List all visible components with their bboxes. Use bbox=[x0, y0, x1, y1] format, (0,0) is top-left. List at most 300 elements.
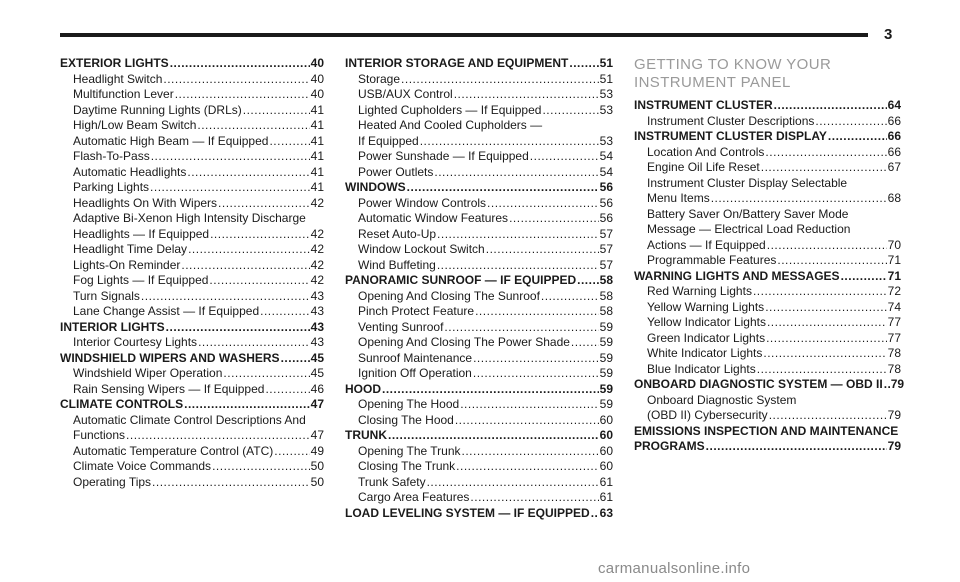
toc-entry-title: Automatic Temperature Control (ATC) bbox=[73, 443, 274, 458]
toc-subsection-entry[interactable] bbox=[634, 160, 901, 176]
toc-page-number: 78 bbox=[887, 361, 901, 376]
toc-page-number: 41 bbox=[310, 102, 324, 117]
toc-entry-title: Trunk Safety bbox=[358, 474, 426, 489]
toc-entry-title: USB/AUX Control bbox=[358, 87, 453, 101]
toc-page-number: 72 bbox=[887, 284, 901, 298]
toc-entry-title: Cargo Area Features bbox=[358, 490, 470, 504]
toc-section-entry[interactable] bbox=[60, 351, 324, 367]
toc-entry-title: Multifunction Lever bbox=[73, 87, 174, 101]
toc-subsection-entry[interactable] bbox=[634, 284, 901, 300]
toc-page-number: 60 bbox=[599, 412, 613, 427]
toc-subsection-entry[interactable] bbox=[345, 459, 613, 475]
toc-subsection-entry[interactable] bbox=[345, 304, 613, 320]
toc-subsection-entry[interactable] bbox=[345, 258, 613, 274]
dot-leader bbox=[753, 284, 887, 300]
dot-leader bbox=[769, 408, 887, 424]
toc-entry-title: Lane Change Assist — If Equipped bbox=[73, 304, 260, 318]
toc-entry-last-line bbox=[358, 351, 613, 367]
toc-page-number: 59 bbox=[599, 350, 613, 365]
dot-leader bbox=[420, 134, 599, 150]
toc-entry-title: Engine Oil Life Reset bbox=[647, 160, 760, 174]
dot-leader bbox=[542, 103, 598, 119]
dot-leader bbox=[197, 118, 309, 134]
toc-subsection-entry[interactable] bbox=[345, 227, 613, 243]
toc-subsection-entry[interactable] bbox=[345, 289, 613, 305]
toc-page-number: 53 bbox=[599, 87, 613, 101]
toc-section-entry[interactable] bbox=[634, 424, 901, 455]
toc-subsection-entry[interactable] bbox=[345, 444, 613, 460]
toc-page-number: 64 bbox=[887, 98, 901, 112]
toc-entry-last-line bbox=[73, 444, 324, 460]
toc-page-number: 79 bbox=[887, 408, 901, 422]
toc-entry-title-line: Instrument Cluster Display Selectable bbox=[647, 175, 848, 190]
toc-subsection-entry[interactable] bbox=[634, 331, 901, 347]
dot-leader bbox=[175, 87, 310, 103]
toc-subsection-entry[interactable] bbox=[60, 118, 324, 134]
toc-entry-title: Pinch Protect Feature bbox=[358, 304, 475, 318]
toc-subsection-entry[interactable] bbox=[634, 114, 901, 130]
toc-page-number: 56 bbox=[599, 180, 613, 194]
toc-entry-title: Menu Items bbox=[647, 191, 710, 205]
toc-subsection-entry[interactable] bbox=[345, 351, 613, 367]
toc-page-number: 46 bbox=[310, 381, 324, 396]
toc-entry-title: High/Low Beam Switch bbox=[73, 118, 197, 132]
dot-leader bbox=[530, 149, 599, 165]
toc-entry-last-line bbox=[647, 145, 901, 161]
toc-entry-title: HOOD bbox=[345, 381, 381, 396]
toc-entry-last-line bbox=[358, 242, 613, 258]
dot-leader bbox=[281, 351, 310, 367]
toc-subsection-entry[interactable] bbox=[345, 211, 613, 227]
toc-subsection-entry[interactable] bbox=[345, 320, 613, 336]
toc-subsection-entry[interactable] bbox=[345, 118, 613, 149]
toc-section-entry[interactable] bbox=[60, 320, 324, 336]
toc-entry-title: Programmable Features bbox=[647, 253, 777, 267]
toc-page-number: 71 bbox=[887, 253, 901, 267]
toc-page-number: 78 bbox=[887, 346, 901, 360]
toc-page-number: 45 bbox=[310, 350, 324, 365]
toc-subsection-entry[interactable] bbox=[60, 475, 324, 491]
toc-entry-last-line bbox=[345, 180, 613, 196]
dot-leader bbox=[454, 87, 599, 103]
toc-section-entry[interactable] bbox=[345, 506, 613, 522]
toc-section-entry[interactable] bbox=[60, 56, 324, 72]
toc-entry-title: WINDSHIELD WIPERS AND WASHERS bbox=[60, 350, 280, 365]
dot-leader bbox=[473, 366, 599, 382]
toc-entry-title: If Equipped bbox=[358, 133, 419, 148]
toc-page-number: 58 bbox=[599, 273, 613, 287]
toc-page-number: 50 bbox=[310, 459, 324, 473]
toc-entry-last-line bbox=[358, 459, 613, 475]
toc-page-number: 60 bbox=[599, 443, 613, 458]
toc-entry-title-line: Battery Saver On/Battery Saver Mode bbox=[647, 206, 849, 221]
toc-subsection-entry[interactable] bbox=[634, 145, 901, 161]
dot-leader bbox=[884, 377, 890, 393]
section-heading bbox=[634, 56, 901, 92]
toc-subsection-entry[interactable] bbox=[345, 103, 613, 119]
dot-leader bbox=[437, 258, 599, 274]
toc-page-number: 77 bbox=[887, 330, 901, 345]
dot-leader bbox=[212, 459, 310, 475]
toc-entry-title: Lights-On Reminder bbox=[73, 257, 181, 272]
toc-page-number: 49 bbox=[310, 443, 324, 458]
dot-leader bbox=[455, 413, 599, 429]
toc-subsection-entry[interactable] bbox=[345, 165, 613, 181]
toc-page-number: 42 bbox=[310, 257, 324, 272]
dot-leader bbox=[470, 490, 598, 506]
toc-section-entry[interactable] bbox=[634, 377, 905, 393]
dot-leader bbox=[198, 335, 310, 351]
dot-leader bbox=[815, 114, 886, 130]
toc-page-number: 57 bbox=[599, 226, 613, 241]
toc-subsection-entry[interactable] bbox=[634, 253, 901, 269]
toc-entry-last-line bbox=[634, 269, 901, 285]
toc-page-number: 41 bbox=[310, 180, 324, 194]
toc-page-number: 60 bbox=[599, 459, 613, 473]
toc-entry-title: Automatic High Beam — If Equipped bbox=[73, 133, 269, 148]
toc-entry-last-line bbox=[358, 258, 613, 274]
toc-entry-last-line bbox=[73, 289, 324, 305]
dot-leader bbox=[486, 242, 599, 258]
dot-leader bbox=[444, 320, 598, 336]
toc-entry-title-line: Message — Electrical Load Reduction bbox=[647, 222, 851, 236]
toc-section-entry[interactable] bbox=[345, 180, 613, 196]
dot-leader bbox=[150, 180, 310, 196]
toc-entry-title: Automatic Window Features bbox=[358, 211, 509, 225]
toc-entry-title: INTERIOR LIGHTS bbox=[60, 319, 165, 334]
dot-leader bbox=[774, 98, 887, 114]
dot-leader bbox=[243, 103, 310, 119]
toc-subsection-entry[interactable] bbox=[345, 366, 613, 382]
toc-page-number: 43 bbox=[310, 335, 324, 349]
toc-subsection-entry[interactable] bbox=[345, 490, 613, 506]
dot-leader bbox=[475, 304, 599, 320]
toc-subsection-entry[interactable] bbox=[634, 176, 901, 207]
dot-leader bbox=[170, 56, 310, 72]
toc-page-number: 77 bbox=[887, 315, 901, 329]
toc-entry-last-line bbox=[358, 320, 613, 336]
toc-entry-last-line bbox=[73, 304, 324, 320]
toc-entry-title: Turn Signals bbox=[73, 288, 140, 303]
toc-subsection-entry[interactable] bbox=[60, 211, 324, 242]
dot-leader bbox=[427, 475, 599, 491]
dot-leader bbox=[269, 134, 309, 150]
toc-entry-last-line bbox=[647, 408, 901, 424]
toc-subsection-entry[interactable] bbox=[60, 335, 324, 351]
toc-column-2 bbox=[345, 56, 613, 521]
header-rule bbox=[60, 33, 868, 37]
dot-leader bbox=[766, 331, 887, 347]
toc-entry-title: Power Window Controls bbox=[358, 195, 487, 210]
toc-entry-title: Power Sunshade — If Equipped bbox=[358, 149, 529, 163]
toc-subsection-entry[interactable] bbox=[345, 335, 613, 351]
toc-subsection-entry[interactable] bbox=[345, 196, 613, 212]
toc-subsection-entry[interactable] bbox=[634, 346, 901, 362]
toc-entry-title: Daytime Running Lights (DRLs) bbox=[73, 102, 242, 117]
dot-leader bbox=[765, 300, 886, 316]
toc-entry-title: Opening And Closing The Power Shade bbox=[358, 335, 570, 349]
toc-entry-last-line bbox=[60, 56, 324, 72]
dot-leader bbox=[434, 165, 598, 181]
toc-entry-last-line bbox=[73, 242, 324, 258]
toc-entry-title: Headlights — If Equipped bbox=[73, 226, 210, 241]
toc-section-entry[interactable] bbox=[345, 382, 613, 398]
dot-leader bbox=[260, 304, 310, 320]
toc-entry-title: Automatic Headlights bbox=[73, 164, 187, 179]
toc-page-number: 54 bbox=[599, 149, 613, 163]
toc-entry-title: Operating Tips bbox=[73, 474, 152, 489]
toc-entry-title: Closing The Hood bbox=[358, 412, 454, 427]
toc-entry-last-line bbox=[73, 366, 324, 382]
toc-entry-title: Climate Voice Commands bbox=[73, 459, 212, 473]
toc-subsection-entry[interactable] bbox=[345, 413, 613, 429]
toc-entry-last-line bbox=[358, 196, 613, 212]
dot-leader bbox=[462, 444, 599, 460]
toc-entry-title: Sunroof Maintenance bbox=[358, 350, 473, 365]
dot-leader bbox=[456, 459, 598, 475]
dot-leader bbox=[166, 320, 310, 336]
toc-page-number: 50 bbox=[310, 474, 324, 489]
toc-section-entry[interactable] bbox=[634, 98, 901, 114]
toc-page-number: 60 bbox=[599, 428, 613, 442]
toc-page-number: 41 bbox=[310, 164, 324, 179]
toc-subsection-entry[interactable] bbox=[60, 289, 324, 305]
toc-entry-last-line bbox=[358, 397, 613, 413]
toc-entry-last-line bbox=[358, 165, 613, 181]
toc-subsection-entry[interactable] bbox=[345, 87, 613, 103]
dot-leader bbox=[509, 211, 599, 227]
dot-leader bbox=[181, 258, 309, 274]
toc-subsection-entry[interactable] bbox=[60, 72, 324, 88]
toc-entry-title-line: Automatic Climate Control Descriptions And bbox=[73, 412, 306, 427]
toc-entry-title: ONBOARD DIAGNOSTIC SYSTEM — OBD II bbox=[634, 377, 883, 391]
toc-entry-last-line bbox=[73, 258, 324, 274]
toc-entry-title: Flash-To-Pass bbox=[73, 149, 150, 163]
toc-entry-last-line bbox=[634, 98, 901, 114]
dot-leader bbox=[487, 196, 599, 212]
toc-entry-last-line bbox=[73, 273, 324, 289]
toc-page-number: 66 bbox=[887, 144, 901, 159]
dot-leader bbox=[460, 397, 598, 413]
toc-subsection-entry[interactable] bbox=[60, 459, 324, 475]
toc-subsection-entry[interactable] bbox=[60, 196, 324, 212]
toc-entry-last-line bbox=[73, 149, 324, 165]
toc-page-number: 53 bbox=[599, 133, 613, 148]
toc-page-number: 42 bbox=[310, 242, 324, 256]
toc-page-number: 71 bbox=[887, 268, 901, 283]
toc-page-number: 59 bbox=[599, 366, 613, 380]
toc-entry-title: Reset Auto-Up bbox=[358, 226, 437, 241]
dot-leader bbox=[151, 149, 310, 165]
toc-subsection-entry[interactable] bbox=[60, 165, 324, 181]
toc-subsection-entry[interactable] bbox=[345, 475, 613, 491]
toc-entry-title: Opening The Hood bbox=[358, 397, 460, 411]
toc-entry-last-line bbox=[73, 180, 324, 196]
toc-section-entry[interactable] bbox=[634, 129, 901, 145]
toc-entry-last-line bbox=[358, 304, 613, 320]
toc-section-entry[interactable] bbox=[60, 397, 324, 413]
toc-entry-last-line bbox=[647, 300, 901, 316]
toc-subsection-entry[interactable] bbox=[60, 258, 324, 274]
toc-subsection-entry[interactable] bbox=[60, 304, 324, 320]
toc-entry-last-line bbox=[73, 382, 324, 398]
toc-entry-last-line bbox=[73, 72, 324, 88]
toc-subsection-entry[interactable] bbox=[60, 149, 324, 165]
toc-subsection-entry[interactable] bbox=[60, 382, 324, 398]
toc-page-number: 43 bbox=[310, 319, 324, 334]
toc-entry-last-line bbox=[73, 87, 324, 103]
toc-page-number: 74 bbox=[887, 299, 901, 314]
toc-entry-title: Location And Controls bbox=[647, 144, 765, 159]
toc-entry-title-line: Adaptive Bi-Xenon High Intensity Discharge bbox=[73, 211, 306, 225]
dot-leader bbox=[437, 227, 599, 243]
toc-subsection-entry[interactable] bbox=[60, 273, 324, 289]
toc-entry-title: INSTRUMENT CLUSTER DISPLAY bbox=[634, 129, 827, 143]
dot-leader bbox=[209, 273, 309, 289]
dot-leader bbox=[761, 160, 887, 176]
toc-entry-last-line bbox=[647, 191, 901, 207]
toc-entry-title: Ignition Off Operation bbox=[358, 366, 472, 380]
toc-entry-title: Instrument Cluster Descriptions bbox=[647, 113, 815, 128]
toc-entry-title: Window Lockout Switch bbox=[358, 242, 485, 256]
toc-column-3 bbox=[634, 56, 905, 455]
toc-page-number: 56 bbox=[599, 195, 613, 210]
toc-subsection-entry[interactable] bbox=[60, 366, 324, 382]
toc-entry-last-line bbox=[358, 444, 613, 460]
dot-leader bbox=[541, 289, 599, 305]
toc-subsection-entry[interactable] bbox=[60, 242, 324, 258]
dot-leader bbox=[184, 397, 310, 413]
toc-entry-last-line bbox=[358, 211, 613, 227]
toc-subsection-entry[interactable] bbox=[60, 103, 324, 119]
dot-leader bbox=[265, 382, 309, 398]
toc-entry-title: White Indicator Lights bbox=[647, 346, 763, 360]
dot-leader bbox=[757, 362, 887, 378]
toc-entry-last-line bbox=[60, 351, 324, 367]
dot-leader bbox=[841, 269, 887, 285]
dot-leader bbox=[152, 475, 310, 491]
dot-leader bbox=[577, 273, 599, 289]
toc-entry-title: Headlight Time Delay bbox=[73, 242, 188, 256]
toc-entry-title: Storage bbox=[358, 71, 401, 86]
toc-page-number: 47 bbox=[310, 397, 324, 411]
toc-section-entry[interactable] bbox=[345, 428, 613, 444]
toc-subsection-entry[interactable] bbox=[634, 300, 901, 316]
toc-entry-title: Parking Lights bbox=[73, 180, 150, 194]
toc-entry-last-line bbox=[73, 227, 324, 243]
toc-page-number: 59 bbox=[599, 397, 613, 411]
dot-leader bbox=[407, 180, 599, 196]
toc-entry-last-line bbox=[647, 160, 901, 176]
toc-page-number: 47 bbox=[310, 428, 324, 442]
toc-page-number: 58 bbox=[599, 288, 613, 303]
toc-entry-title: Yellow Indicator Lights bbox=[647, 315, 766, 329]
dot-leader bbox=[382, 382, 599, 398]
toc-entry-title: Windshield Wiper Operation bbox=[73, 366, 223, 380]
toc-page-number: 66 bbox=[887, 113, 901, 128]
toc-page-number: 53 bbox=[599, 102, 613, 117]
toc-entry-title: Blue Indicator Lights bbox=[647, 361, 756, 376]
toc-subsection-entry[interactable] bbox=[345, 242, 613, 258]
toc-subsection-entry[interactable] bbox=[345, 72, 613, 88]
toc-section-entry[interactable] bbox=[634, 269, 901, 285]
toc-section-entry[interactable] bbox=[345, 273, 613, 289]
toc-section-entry[interactable] bbox=[345, 56, 613, 72]
toc-entry-title: PANORAMIC SUNROOF — IF EQUIPPED bbox=[345, 273, 577, 287]
toc-entry-last-line bbox=[358, 103, 613, 119]
toc-subsection-entry[interactable] bbox=[634, 393, 901, 424]
toc-entry-last-line bbox=[647, 362, 901, 378]
toc-subsection-entry[interactable] bbox=[60, 87, 324, 103]
toc-subsection-entry[interactable] bbox=[60, 413, 324, 444]
toc-entry-last-line bbox=[647, 284, 901, 300]
toc-entry-title-line: Heated And Cooled Cupholders — bbox=[358, 118, 543, 132]
dot-leader bbox=[163, 72, 309, 88]
dot-leader bbox=[763, 346, 886, 362]
toc-entry-last-line bbox=[358, 72, 613, 88]
toc-page-number: 40 bbox=[310, 56, 324, 70]
toc-entry-last-line bbox=[345, 382, 613, 398]
toc-page-number: 41 bbox=[310, 149, 324, 163]
toc-entry-last-line bbox=[647, 238, 901, 254]
toc-subsection-entry[interactable] bbox=[345, 149, 613, 165]
toc-entry-last-line bbox=[358, 87, 613, 103]
toc-subsection-entry[interactable] bbox=[60, 134, 324, 150]
toc-entry-title: WINDOWS bbox=[345, 180, 406, 194]
dot-leader bbox=[388, 428, 599, 444]
dot-leader bbox=[187, 165, 309, 181]
dot-leader bbox=[571, 335, 599, 351]
toc-entry-last-line bbox=[73, 428, 324, 444]
toc-entry-title: Yellow Warning Lights bbox=[647, 299, 765, 314]
toc-entry-last-line bbox=[647, 315, 901, 331]
dot-leader bbox=[767, 315, 887, 331]
toc-entry-last-line bbox=[634, 377, 905, 393]
toc-entry-title: LOAD LEVELING SYSTEM — IF EQUIPPED bbox=[345, 505, 590, 520]
section-heading-line-2: INSTRUMENT PANEL bbox=[634, 74, 791, 91]
dot-leader bbox=[591, 506, 599, 522]
section-heading-line-1: GETTING TO KNOW YOUR bbox=[634, 56, 832, 73]
toc-entry-last-line bbox=[647, 346, 901, 362]
toc-subsection-entry[interactable] bbox=[60, 444, 324, 460]
toc-entry-last-line bbox=[73, 335, 324, 351]
toc-entry-title: Wind Buffeting bbox=[358, 257, 436, 272]
toc-entry-last-line bbox=[358, 149, 613, 165]
toc-entry-title-line: Onboard Diagnostic System bbox=[647, 392, 797, 407]
dot-leader bbox=[569, 56, 598, 72]
toc-entry-title: CLIMATE CONTROLS bbox=[60, 397, 184, 411]
toc-subsection-entry[interactable] bbox=[634, 362, 901, 378]
toc-entry-last-line bbox=[345, 506, 613, 522]
toc-entry-last-line bbox=[73, 165, 324, 181]
toc-entry-title: Power Outlets bbox=[358, 164, 434, 179]
toc-entry-title: INTERIOR STORAGE AND EQUIPMENT bbox=[345, 56, 569, 70]
toc-entry-last-line bbox=[60, 397, 324, 413]
toc-page-number: 67 bbox=[887, 160, 901, 174]
toc-subsection-entry[interactable] bbox=[634, 315, 901, 331]
dot-leader bbox=[401, 72, 599, 88]
toc-subsection-entry[interactable] bbox=[634, 207, 901, 254]
dot-leader bbox=[126, 428, 310, 444]
toc-page-number: 40 bbox=[310, 87, 324, 101]
toc-entry-last-line bbox=[345, 56, 613, 72]
toc-subsection-entry[interactable] bbox=[345, 397, 613, 413]
toc-subsection-entry[interactable] bbox=[60, 180, 324, 196]
dot-leader bbox=[473, 351, 599, 367]
toc-page-number: 61 bbox=[599, 474, 613, 489]
dot-leader bbox=[188, 242, 310, 258]
dot-leader bbox=[765, 145, 886, 161]
